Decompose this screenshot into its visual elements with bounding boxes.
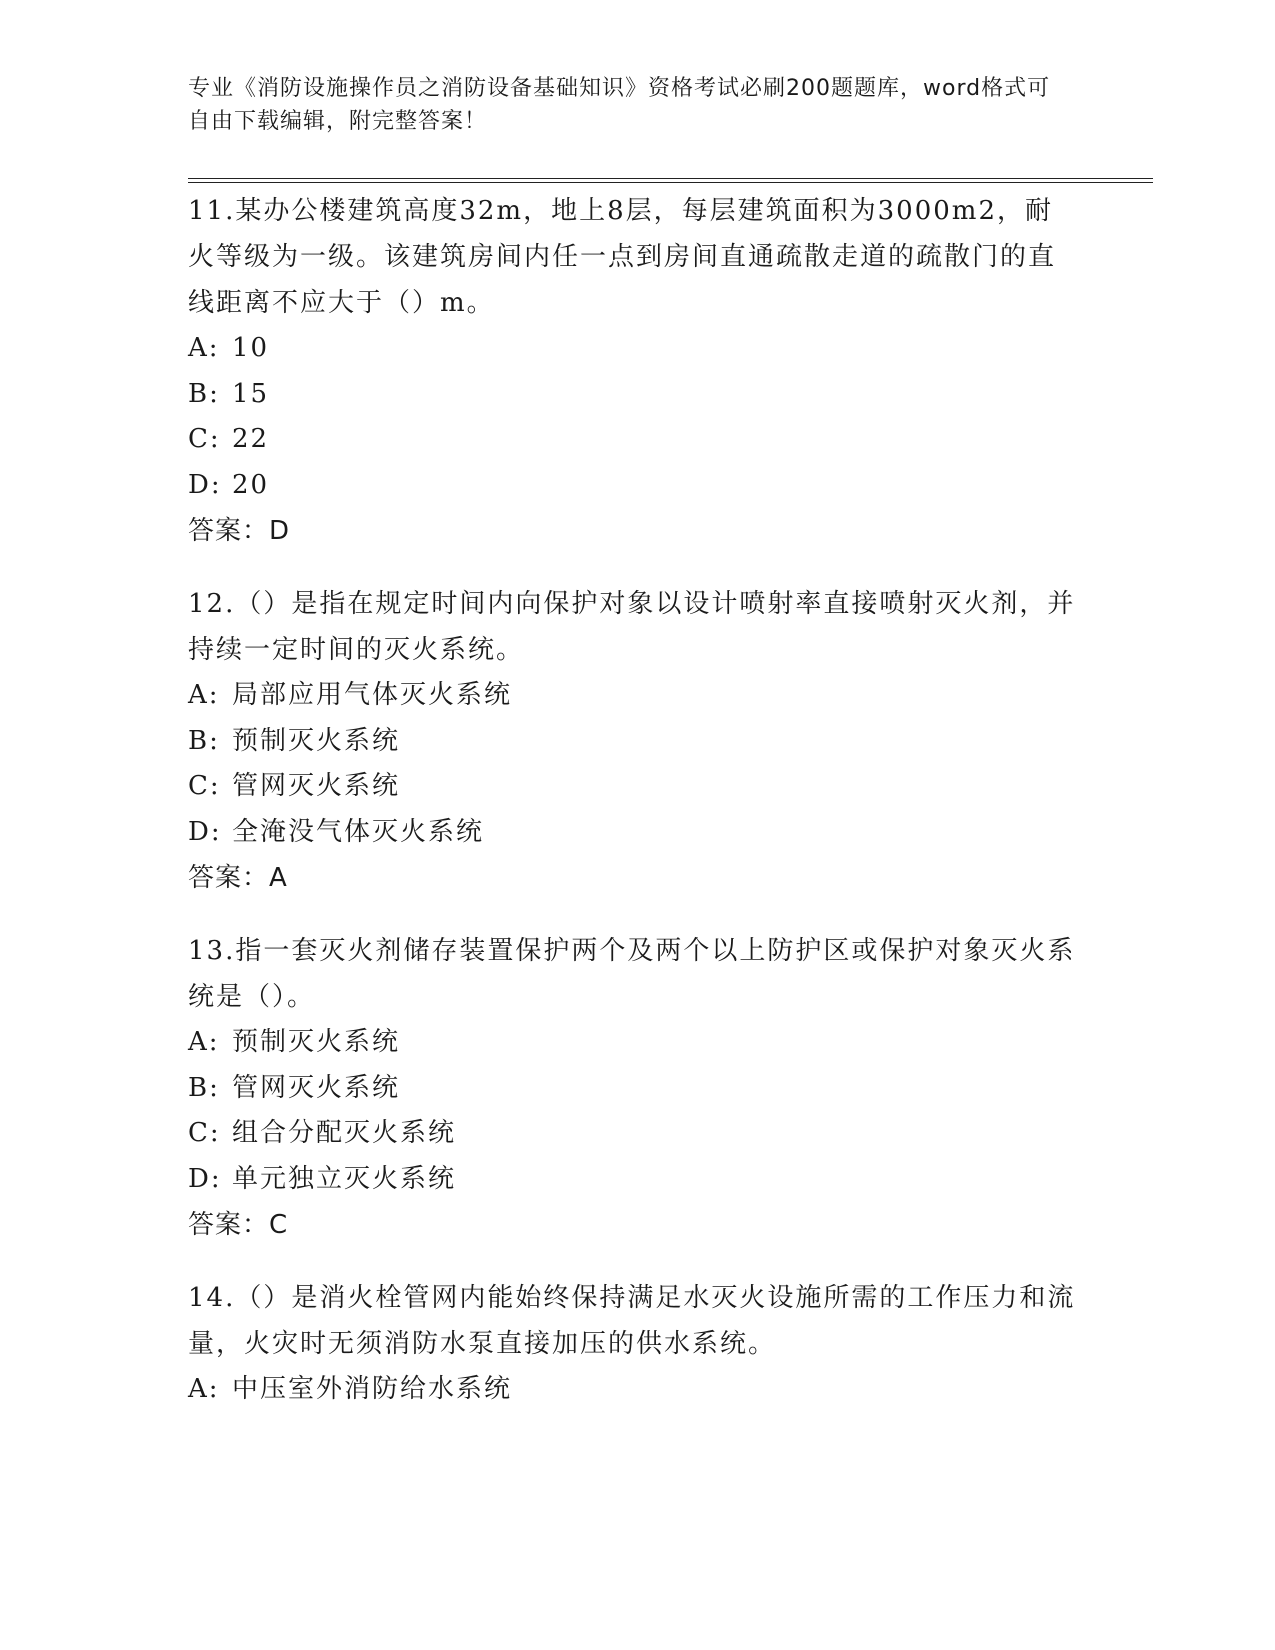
option-b <box>188 372 1078 418</box>
option-key: C: <box>188 424 221 454</box>
option-d <box>188 463 1078 509</box>
question-list <box>188 188 1078 1440</box>
question-stem: 11.某办公楼建筑高度32m，地上8层，每层建筑面积为3000m2，耐火等级为一级。该建筑房间内任一点到房间直通疏散走道的疏散门的直线距离不应大于（）m。 <box>188 196 1057 318</box>
option-key: A: <box>188 1374 220 1404</box>
option-text: 预制灭火系统 <box>232 725 401 756</box>
option-key: A: <box>188 333 220 363</box>
option-key: A: <box>188 1027 220 1057</box>
option-a <box>188 673 1078 719</box>
question-11 <box>188 188 1078 554</box>
option-d <box>188 1157 1078 1203</box>
option-key: D: <box>188 816 222 847</box>
option-key: C: <box>188 1118 221 1148</box>
option-key: B: <box>188 378 220 409</box>
option-text: 管网灭火系统 <box>232 1072 401 1103</box>
option-key: C: <box>188 771 221 801</box>
option-text: 管网灭火系统 <box>232 771 401 801</box>
option-c <box>188 417 1078 463</box>
question-stem: 12.（）是指在规定时间内向保护对象以设计喷射率直接喷射灭火剂，并持续一定时间的灭火系统。 <box>188 589 1076 665</box>
option-text: 单元独立灭火系统 <box>232 1163 457 1194</box>
option-a <box>188 1367 1078 1413</box>
option-d <box>188 810 1078 856</box>
option-key: B: <box>188 725 220 756</box>
option-b <box>188 1066 1078 1112</box>
question-stem: 13.指一套灭火剂储存装置保护两个及两个以上防护区或保护对象灭火系统是（）。 <box>188 936 1076 1012</box>
option-text: 22 <box>232 424 270 454</box>
option-key: A: <box>188 680 220 710</box>
option-text: 10 <box>232 333 270 363</box>
document-header: 专业《消防设施操作员之消防设备基础知识》资格考试必刷200题题库，word格式可自由下载编辑，附完整答案！ <box>188 76 1051 134</box>
option-a <box>188 1020 1078 1066</box>
option-text: 全淹没气体灭火系统 <box>232 816 485 847</box>
option-c <box>188 1111 1078 1157</box>
option-text: 组合分配灭火系统 <box>232 1118 457 1148</box>
option-a <box>188 326 1078 372</box>
answer-line: 答案：C <box>188 1210 289 1240</box>
question-12 <box>188 581 1078 901</box>
answer-line: 答案：D <box>188 516 291 546</box>
option-key: B: <box>188 1072 220 1103</box>
header-rule-top <box>188 178 1153 179</box>
question-stem: 14.（）是消火栓管网内能始终保持满足水灭火设施所需的工作压力和流量，火灾时无须消防水泵直接加压的供水系统。 <box>188 1283 1076 1359</box>
option-text: 预制灭火系统 <box>232 1027 401 1057</box>
question-14 <box>188 1275 1078 1413</box>
option-key: D: <box>188 469 222 500</box>
option-c <box>188 764 1078 810</box>
option-key: D: <box>188 1163 222 1194</box>
header-rule-bottom <box>188 182 1153 183</box>
option-text: 中压室外消防给水系统 <box>232 1374 513 1404</box>
option-text: 15 <box>232 378 270 409</box>
option-text: 局部应用气体灭火系统 <box>232 680 513 710</box>
answer-line: 答案：A <box>188 863 288 893</box>
option-text: 20 <box>232 469 270 500</box>
option-b <box>188 719 1078 765</box>
question-13 <box>188 928 1078 1248</box>
